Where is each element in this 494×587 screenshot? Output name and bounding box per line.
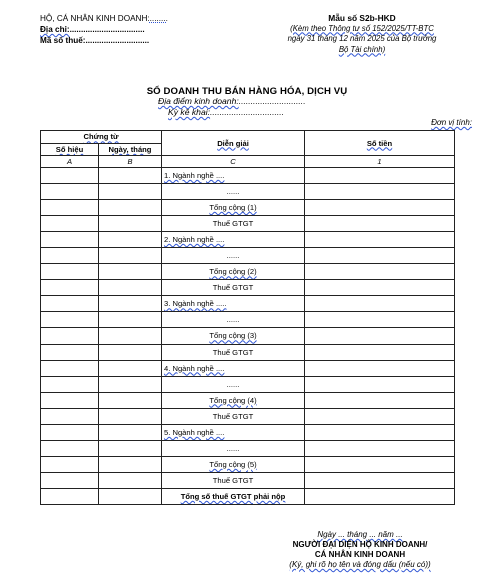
voucher-date-cell [99, 248, 162, 264]
voucher-number-cell [41, 200, 99, 216]
voucher-date-cell [99, 440, 162, 456]
voucher-date-cell [99, 280, 162, 296]
voucher-header: Chứng từ [41, 131, 162, 144]
table-row [41, 360, 455, 376]
business-name-line [40, 13, 168, 24]
voucher-date-cell [99, 392, 162, 408]
voucher-date-cell [99, 184, 162, 200]
column-code-row [41, 156, 455, 168]
voucher-number-cell [41, 344, 99, 360]
declaration-period-line [168, 107, 284, 117]
description-cell: 1. Ngành nghề .... [162, 168, 305, 184]
voucher-number-cell [41, 248, 99, 264]
form-note-line3: Bộ Tài chính) [338, 44, 386, 54]
table-row [41, 472, 455, 488]
table-header-row [41, 131, 455, 144]
voucher-number-cell [41, 440, 99, 456]
voucher-date-cell [99, 344, 162, 360]
amount-cell [305, 216, 455, 232]
voucher-date-cell [99, 312, 162, 328]
description-cell: 3. Ngành nghề ..... [162, 296, 305, 312]
table-row [41, 376, 455, 392]
voucher-number-cell [41, 488, 99, 504]
description-cell: ...... [162, 248, 305, 264]
amount-cell [305, 344, 455, 360]
business-location-value: ............................ [238, 96, 306, 106]
amount-cell [305, 184, 455, 200]
address-value: ................................. [69, 25, 145, 34]
grand-total-row [41, 488, 455, 504]
description-cell: Thuế GTGT [162, 472, 305, 488]
ledger-body [41, 168, 455, 505]
amount-cell [305, 376, 455, 392]
voucher-number-cell [41, 264, 99, 280]
table-row [41, 408, 455, 424]
grand-total-amount [305, 488, 455, 504]
amount-cell [305, 168, 455, 184]
voucher-date-cell [99, 376, 162, 392]
tax-code-value: ............................ [85, 36, 150, 45]
table-row [41, 264, 455, 280]
description-cell: Thuế GTGT [162, 280, 305, 296]
amount-cell [305, 424, 455, 440]
description-cell: Thuế GTGT [162, 216, 305, 232]
form-note-line2: ngày 31 tháng 12 năm 2025 của Bộ trưởng [287, 34, 437, 43]
voucher-number-cell [41, 424, 99, 440]
declaration-period-value: ............................... [210, 107, 285, 117]
table-row [41, 200, 455, 216]
voucher-number-cell [41, 376, 99, 392]
declaration-period-label: Kỳ kê khai: [168, 107, 211, 117]
description-header: Diễn giải [162, 131, 305, 156]
voucher-number-cell [41, 472, 99, 488]
voucher-date-cell [99, 408, 162, 424]
table-row [41, 216, 455, 232]
description-cell: 4. Ngành nghề .... [162, 360, 305, 376]
form-note-line1: (Kèm theo Thông tư số 152/2025/TT-BTC [290, 23, 434, 33]
table-row [41, 392, 455, 408]
voucher-date-header: Ngày, tháng [99, 143, 162, 156]
table-row [41, 232, 455, 248]
voucher-number-cell [41, 168, 99, 184]
business-info [40, 13, 168, 46]
voucher-date-cell [99, 216, 162, 232]
voucher-date-cell [99, 328, 162, 344]
business-name-value: ........ [149, 14, 168, 23]
table-row [41, 440, 455, 456]
document-title: SỔ DOANH THU BÁN HÀNG HÓA, DỊCH VỤ [146, 86, 348, 97]
description-cell: ...... [162, 440, 305, 456]
address-label: Địa chỉ: [40, 25, 70, 34]
business-name-label: HỘ, CÁ NHÂN KINH DOANH: [40, 14, 150, 23]
amount-cell [305, 248, 455, 264]
description-cell: 2. Ngành nghề .... [162, 232, 305, 248]
voucher-date-cell [99, 472, 162, 488]
amount-cell [305, 264, 455, 280]
amount-cell [305, 392, 455, 408]
table-row [41, 344, 455, 360]
amount-cell [305, 408, 455, 424]
table-row [41, 312, 455, 328]
amount-cell [305, 312, 455, 328]
voucher-number-cell [41, 232, 99, 248]
tax-code-label: Mã số thuế: [40, 36, 86, 45]
business-location-line [158, 96, 306, 106]
signature-role-line2: CÁ NHÂN KINH DOANH [314, 550, 406, 559]
column-code: A [41, 156, 99, 168]
signature-date: Ngày ... tháng ... năm ... [317, 530, 403, 539]
voucher-number-cell [41, 360, 99, 376]
amount-cell [305, 280, 455, 296]
signature-instruction: (Ký, ghi rõ họ tên và đóng dấu (nếu có)) [289, 560, 431, 569]
description-cell: Tổng cộng (5) [162, 456, 305, 472]
amount-header: Số tiền [305, 131, 455, 156]
voucher-number-cell [41, 312, 99, 328]
voucher-date-cell [99, 200, 162, 216]
amount-cell [305, 456, 455, 472]
address-line [40, 24, 168, 35]
description-cell: Tổng cộng (2) [162, 264, 305, 280]
voucher-number-cell [41, 296, 99, 312]
revenue-ledger-table [40, 130, 455, 505]
voucher-number-cell [41, 456, 99, 472]
amount-cell [305, 440, 455, 456]
table-row [41, 184, 455, 200]
voucher-number-cell [41, 328, 99, 344]
voucher-date-cell [99, 264, 162, 280]
table-row [41, 424, 455, 440]
voucher-number-cell [41, 408, 99, 424]
column-code: B [99, 156, 162, 168]
table-row [41, 280, 455, 296]
column-code: 1 [305, 156, 455, 168]
form-reference [262, 13, 462, 55]
description-cell: Tổng cộng (4) [162, 392, 305, 408]
table-row [41, 248, 455, 264]
description-cell: ...... [162, 184, 305, 200]
column-code: C [162, 156, 305, 168]
signature-block [250, 530, 470, 570]
description-cell: ...... [162, 376, 305, 392]
voucher-date-cell [99, 360, 162, 376]
voucher-number-cell [41, 184, 99, 200]
signature-role-line1: NGƯỜI ĐẠI DIỆN HỘ KINH DOANH/ [292, 540, 428, 549]
table-row [41, 328, 455, 344]
voucher-date-cell [99, 232, 162, 248]
description-cell: Tổng cộng (1) [162, 200, 305, 216]
amount-cell [305, 360, 455, 376]
description-cell: 5. Ngành nghề .... [162, 424, 305, 440]
description-cell: Thuế GTGT [162, 344, 305, 360]
voucher-number-cell [41, 216, 99, 232]
voucher-date-cell [99, 296, 162, 312]
amount-cell [305, 328, 455, 344]
table-row [41, 456, 455, 472]
table-row [41, 296, 455, 312]
voucher-number-cell [41, 280, 99, 296]
amount-cell [305, 472, 455, 488]
business-location-label: Địa điểm kinh doanh: [158, 96, 239, 106]
tax-code-line [40, 35, 168, 46]
amount-cell [305, 296, 455, 312]
unit-label: Đơn vị tính: [431, 118, 472, 127]
voucher-date-cell [99, 456, 162, 472]
grand-total-label: Tổng số thuế GTGT phải nộp [162, 488, 305, 504]
description-cell: Thuế GTGT [162, 408, 305, 424]
voucher-number-cell [41, 392, 99, 408]
form-code: Mẫu số S2b-HKD [328, 13, 396, 23]
description-cell: Tổng cộng (3) [162, 328, 305, 344]
voucher-number-header: Số hiệu [41, 143, 99, 156]
amount-cell [305, 200, 455, 216]
voucher-date-cell [99, 424, 162, 440]
voucher-date-cell [99, 488, 162, 504]
table-row [41, 168, 455, 184]
voucher-date-cell [99, 168, 162, 184]
description-cell: ...... [162, 312, 305, 328]
amount-cell [305, 232, 455, 248]
